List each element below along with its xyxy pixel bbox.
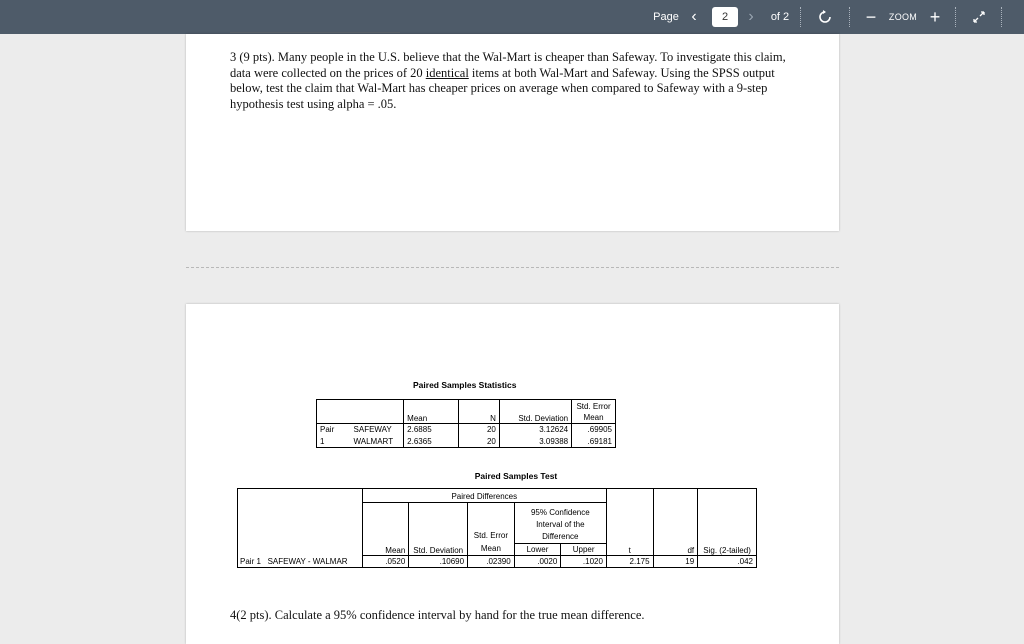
header-t: t [606,489,653,556]
toolbar-divider [849,7,850,27]
paired-test-table [237,488,757,568]
value-sig: .042 [698,556,757,568]
header-std-err [468,503,515,556]
toolbar-divider [800,7,801,27]
value-std-dev: .10690 [409,556,468,568]
ci-header [514,503,606,544]
page-label: Page [653,11,679,23]
paired-stats-title: Paired Samples Statistics [413,380,517,390]
prev-page-icon[interactable]: ‹ [691,8,697,25]
pdf-page-2 [186,304,839,644]
rotate-icon[interactable] [814,0,836,34]
toolbar-divider [1001,7,1002,27]
ci-header-1: 95% Confidence [530,508,590,517]
header-std-err-2: Mean [583,412,604,422]
pdf-page-1 [186,34,839,231]
header-std-err-line-1: Std. Error [473,531,508,540]
page-divider [186,267,839,268]
header-std-dev: Std. Deviation [499,400,571,424]
paired-stats-table [316,399,616,448]
toolbar-divider [955,7,956,27]
paired-differences-header: Paired Differences [362,489,606,503]
pair-1-name: SAFEWAY - WALMAR [267,557,348,566]
value-df: 19 [653,556,698,568]
next-page-icon[interactable]: › [748,8,754,25]
row-std-dev: 3.09388 [499,436,571,448]
header-df: df [653,489,698,556]
value-lower: .0020 [514,556,561,568]
fit-page-icon[interactable] [964,0,994,34]
question-3-underlined: identical [425,65,469,80]
paired-test-title: Paired Samples Test [474,471,558,481]
ci-header-3: Difference [542,532,579,541]
header-n: N [459,400,499,424]
page-total: of 2 [770,11,790,23]
question-3-prefix: 3 (9 pts). Many people in the U.S. believe that the Wal-Mart is cheaper than Safeway. To investigate this claim, data were collected on the prices of 20 [230,50,786,80]
value-mean: .0520 [362,556,409,568]
pdf-toolbar [0,0,1024,34]
row-n: 20 [459,436,499,448]
row-name-safeway: SAFEWAY [351,424,404,436]
row-std-err: .69181 [572,436,616,448]
row-mean: 2.6365 [404,436,459,448]
header-std-dev: Std. Deviation [409,503,468,556]
pair-number: 1 [317,436,351,448]
question-3-suffix: items at both Wal-Mart and Safeway. Using the SPSS output below, test the claim that Wal-Mart has cheaper prices on average when compared to Safeway with a 9-step hypothesis test using alpha = .05. [230,65,775,111]
zoom-in-icon[interactable]: + [929,6,941,27]
scan-line [230,32,400,36]
row-n: 20 [459,424,499,436]
value-t: 2.175 [606,556,653,568]
header-lower: Lower [514,544,561,556]
header-std-err [572,400,616,424]
value-std-err: .02390 [468,556,515,568]
header-mean: Mean [404,400,459,424]
ci-header-2: Interval of the [536,520,585,529]
row-name-walmart: WALMART [351,436,404,448]
row-mean: 2.6885 [404,424,459,436]
header-sig: Sig. (2-tailed) [698,489,757,556]
row-std-err: .69905 [572,424,616,436]
pair-label: Pair [317,424,351,436]
header-std-err-1: Std. Error [576,401,611,411]
header-mean: Mean [362,503,409,556]
page-number-input[interactable]: 2 [712,7,738,27]
header-std-err-line-2: Mean [480,544,501,553]
question-4-text: 4(2 pts). Calculate a 95% confidence interval by hand for the true mean difference. [230,608,645,622]
header-upper: Upper [561,544,607,556]
value-upper: .1020 [561,556,607,568]
pair-1-label: Pair 1 [240,557,261,566]
row-std-dev: 3.12624 [499,424,571,436]
zoom-label: ZOOM [888,12,918,22]
pair-cell [238,489,363,568]
zoom-out-icon[interactable]: − [865,6,877,27]
question-3-text [230,50,790,112]
